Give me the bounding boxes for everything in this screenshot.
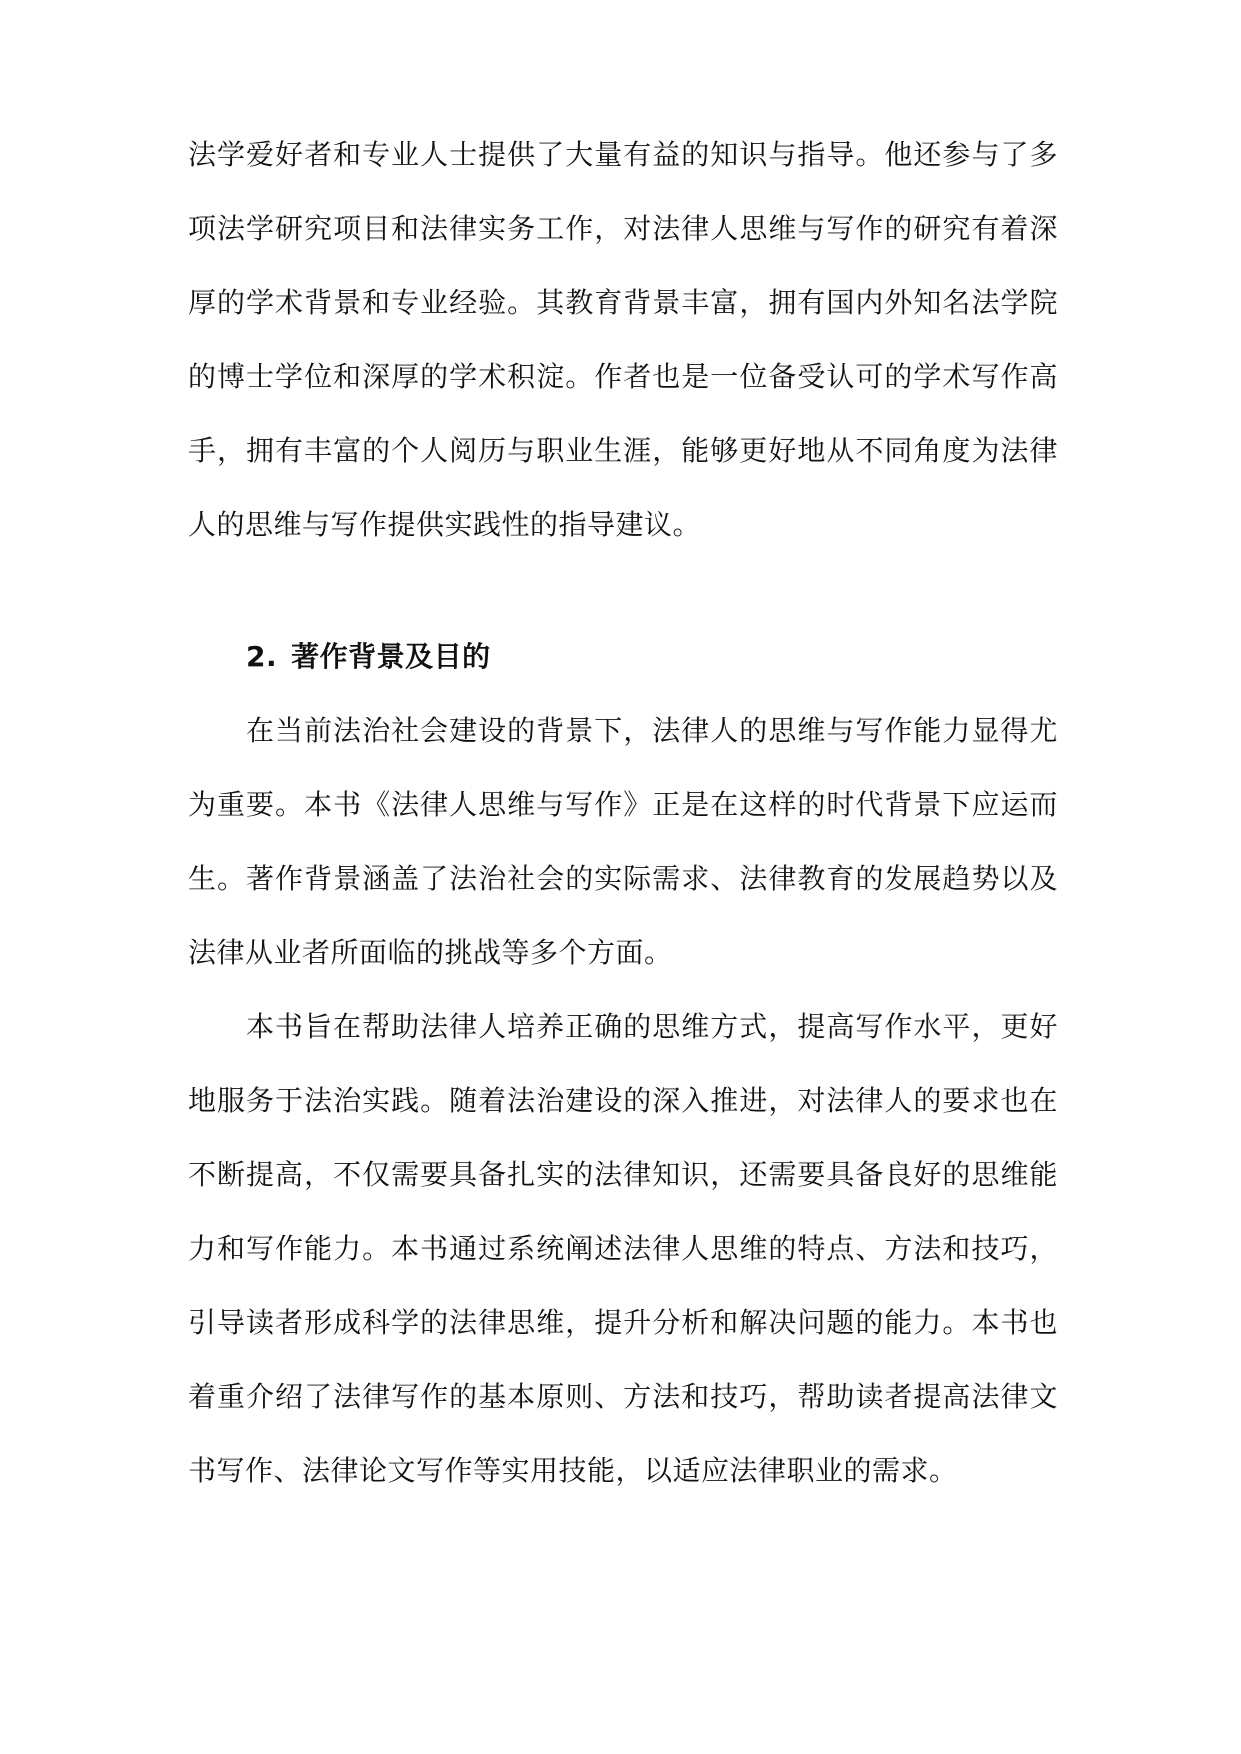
text-line: 在当前法治社会建设的背景下，法律人的思维与写作能力显得尤: [246, 714, 1058, 747]
text-line: 生。著作背景涵盖了法治社会的实际需求、法律教育的发展趋势以及: [188, 862, 1058, 895]
text-line: 法学爱好者和专业人士提供了大量有益的知识与指导。他还参与了多: [188, 138, 1058, 171]
text-line: 力和写作能力。本书通过系统阐述法律人思维的特点、方法和技巧，: [188, 1232, 1058, 1265]
text-line: 本书旨在帮助法律人培养正确的思维方式，提高写作水平，更好: [246, 1010, 1058, 1043]
section-title: 著作背景及目的: [291, 640, 491, 673]
text-line: 厚的学术背景和专业经验。其教育背景丰富，拥有国内外知名法学院: [188, 286, 1058, 319]
text-line: 着重介绍了法律写作的基本原则、方法和技巧，帮助读者提高法律文: [188, 1380, 1058, 1413]
paragraph-author-background: [188, 118, 1058, 562]
text-line: 人的思维与写作提供实践性的指导建议。: [188, 508, 702, 541]
paragraph-book-background: [188, 694, 1058, 990]
section-number: 2.: [246, 640, 278, 673]
text-line: 项法学研究项目和法律实务工作，对法律人思维与写作的研究有着深: [188, 212, 1058, 245]
section-heading: [246, 620, 491, 694]
paragraph-book-purpose: [188, 990, 1058, 1508]
text-line: 书写作、法律论文写作等实用技能，以适应法律职业的需求。: [188, 1454, 958, 1487]
text-line: 法律从业者所面临的挑战等多个方面。: [188, 936, 673, 969]
text-line: 地服务于法治实践。随着法治建设的深入推进，对法律人的要求也在: [188, 1084, 1058, 1117]
text-line: 手，拥有丰富的个人阅历与职业生涯，能够更好地从不同角度为法律: [188, 434, 1058, 467]
text-line: 的博士学位和深厚的学术积淀。作者也是一位备受认可的学术写作高: [188, 360, 1058, 393]
text-line: 引导读者形成科学的法律思维，提升分析和解决问题的能力。本书也: [188, 1306, 1058, 1339]
text-line: 不断提高，不仅需要具备扎实的法律知识，还需要具备良好的思维能: [188, 1158, 1058, 1191]
text-line: 为重要。本书《法律人思维与写作》正是在这样的时代背景下应运而: [188, 788, 1058, 821]
